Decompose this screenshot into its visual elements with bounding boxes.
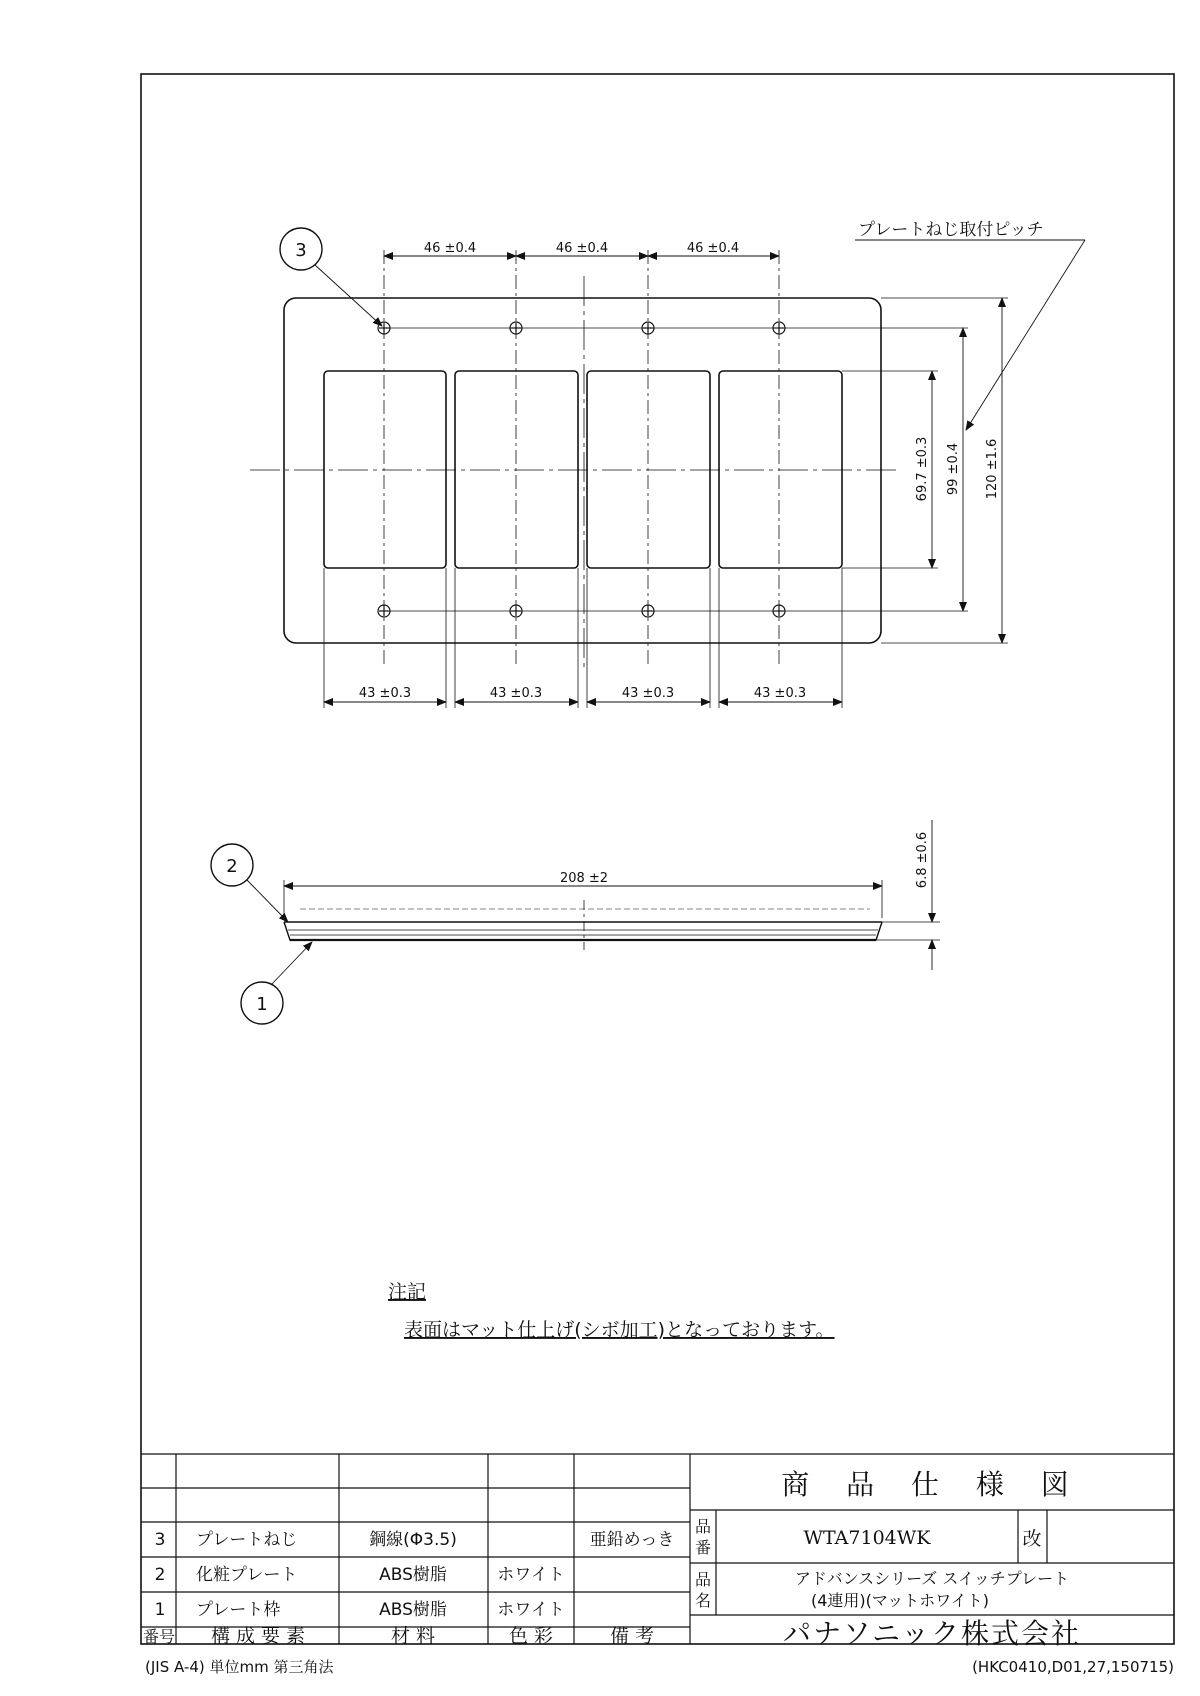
part-number: 2 [154, 1565, 166, 1585]
balloon-3-number: 3 [295, 240, 307, 261]
plate-outline [284, 298, 881, 643]
switch-opening-2 [455, 371, 578, 568]
opening-height-label: 69.7 ±0.3 [915, 436, 930, 502]
product-name-label: 品 [694, 1570, 712, 1589]
part-element: プレートねじ [196, 1530, 298, 1550]
part-element: 化粧プレート [196, 1565, 298, 1585]
pitch-callout-label: プレートねじ取付ピッチ [858, 220, 1044, 240]
part-no: WTA7104WK [803, 1527, 931, 1549]
opening-pitch-label-1: 43 ±0.3 [358, 686, 412, 701]
header-remarks: 備 考 [609, 1625, 655, 1647]
product-name-line2: (4連用)(マットホワイト) [810, 1591, 990, 1610]
opening-pitch-label-2: 43 ±0.3 [489, 686, 543, 701]
product-name-line1: アドバンスシリーズ スイッチプレート [794, 1569, 1070, 1588]
note-title: 注記 [388, 1281, 427, 1303]
parts-row-2 [155, 1565, 565, 1585]
part-material: 鋼線(Φ3.5) [369, 1530, 457, 1550]
parts-row-1 [155, 1600, 565, 1620]
part-number: 3 [154, 1530, 166, 1550]
header-number: 番号 [142, 1627, 176, 1646]
part-color: ホワイト [497, 1565, 565, 1585]
sheet-border [141, 74, 1174, 1644]
part-remarks: 亜鉛めっき [589, 1530, 675, 1550]
part-material: ABS樹脂 [379, 1600, 447, 1620]
balloon-3-leader [315, 265, 382, 326]
part-no-label-2: 番 [694, 1538, 712, 1557]
screw-vertical-pitch-label: 99 ±0.4 [946, 442, 961, 496]
balloon-2-leader [247, 880, 288, 922]
footer-right: (HKC0410,D01,27,150715) [972, 1658, 1174, 1676]
part-number: 1 [154, 1600, 166, 1620]
plate-height-label: 120 ±1.6 [985, 438, 1000, 500]
part-no-label: 品 [694, 1517, 712, 1536]
screw-pitch-label-2: 46 ±0.4 [555, 241, 609, 256]
part-element: プレート枠 [196, 1600, 281, 1620]
header-material: 材 料 [390, 1625, 436, 1647]
revision-label: 改 [1022, 1528, 1042, 1550]
note-body: 表面はマット仕上げ(シボ加工)となっております。 [404, 1319, 835, 1341]
screw-icons [378, 322, 785, 617]
balloon-2-number: 2 [226, 856, 238, 877]
header-color: 色 彩 [508, 1625, 554, 1647]
plate-width-label: 208 ±2 [559, 871, 609, 886]
switch-opening-3 [587, 371, 710, 568]
part-material: ABS樹脂 [379, 1565, 447, 1585]
plate-thickness-label: 6.8 ±0.6 [915, 831, 930, 889]
footer-left: (JIS A-4) 単位mm 第三角法 [145, 1658, 334, 1676]
opening-pitch-label-3: 43 ±0.3 [621, 686, 675, 701]
plate-side-profile [284, 922, 882, 940]
header-element: 構 成 要 素 [210, 1625, 306, 1647]
balloon-1-leader [272, 942, 312, 984]
switch-opening-4 [719, 371, 842, 568]
parts-row-3 [155, 1530, 675, 1550]
balloon-1-number: 1 [256, 994, 268, 1015]
company-name: パナソニック株式会社 [782, 1617, 1082, 1650]
switch-opening-1 [324, 371, 446, 568]
product-name-label-2: 名 [694, 1591, 712, 1610]
screw-pitch-label-3: 46 ±0.4 [686, 241, 740, 256]
opening-pitch-label-4: 43 ±0.3 [753, 686, 807, 701]
drawing-title: 商 品 仕 様 図 [781, 1468, 1083, 1501]
screw-pitch-label-1: 46 ±0.4 [423, 241, 477, 256]
part-color: ホワイト [497, 1600, 565, 1620]
side-view [211, 820, 940, 1024]
pitch-leader-line [966, 240, 1085, 430]
